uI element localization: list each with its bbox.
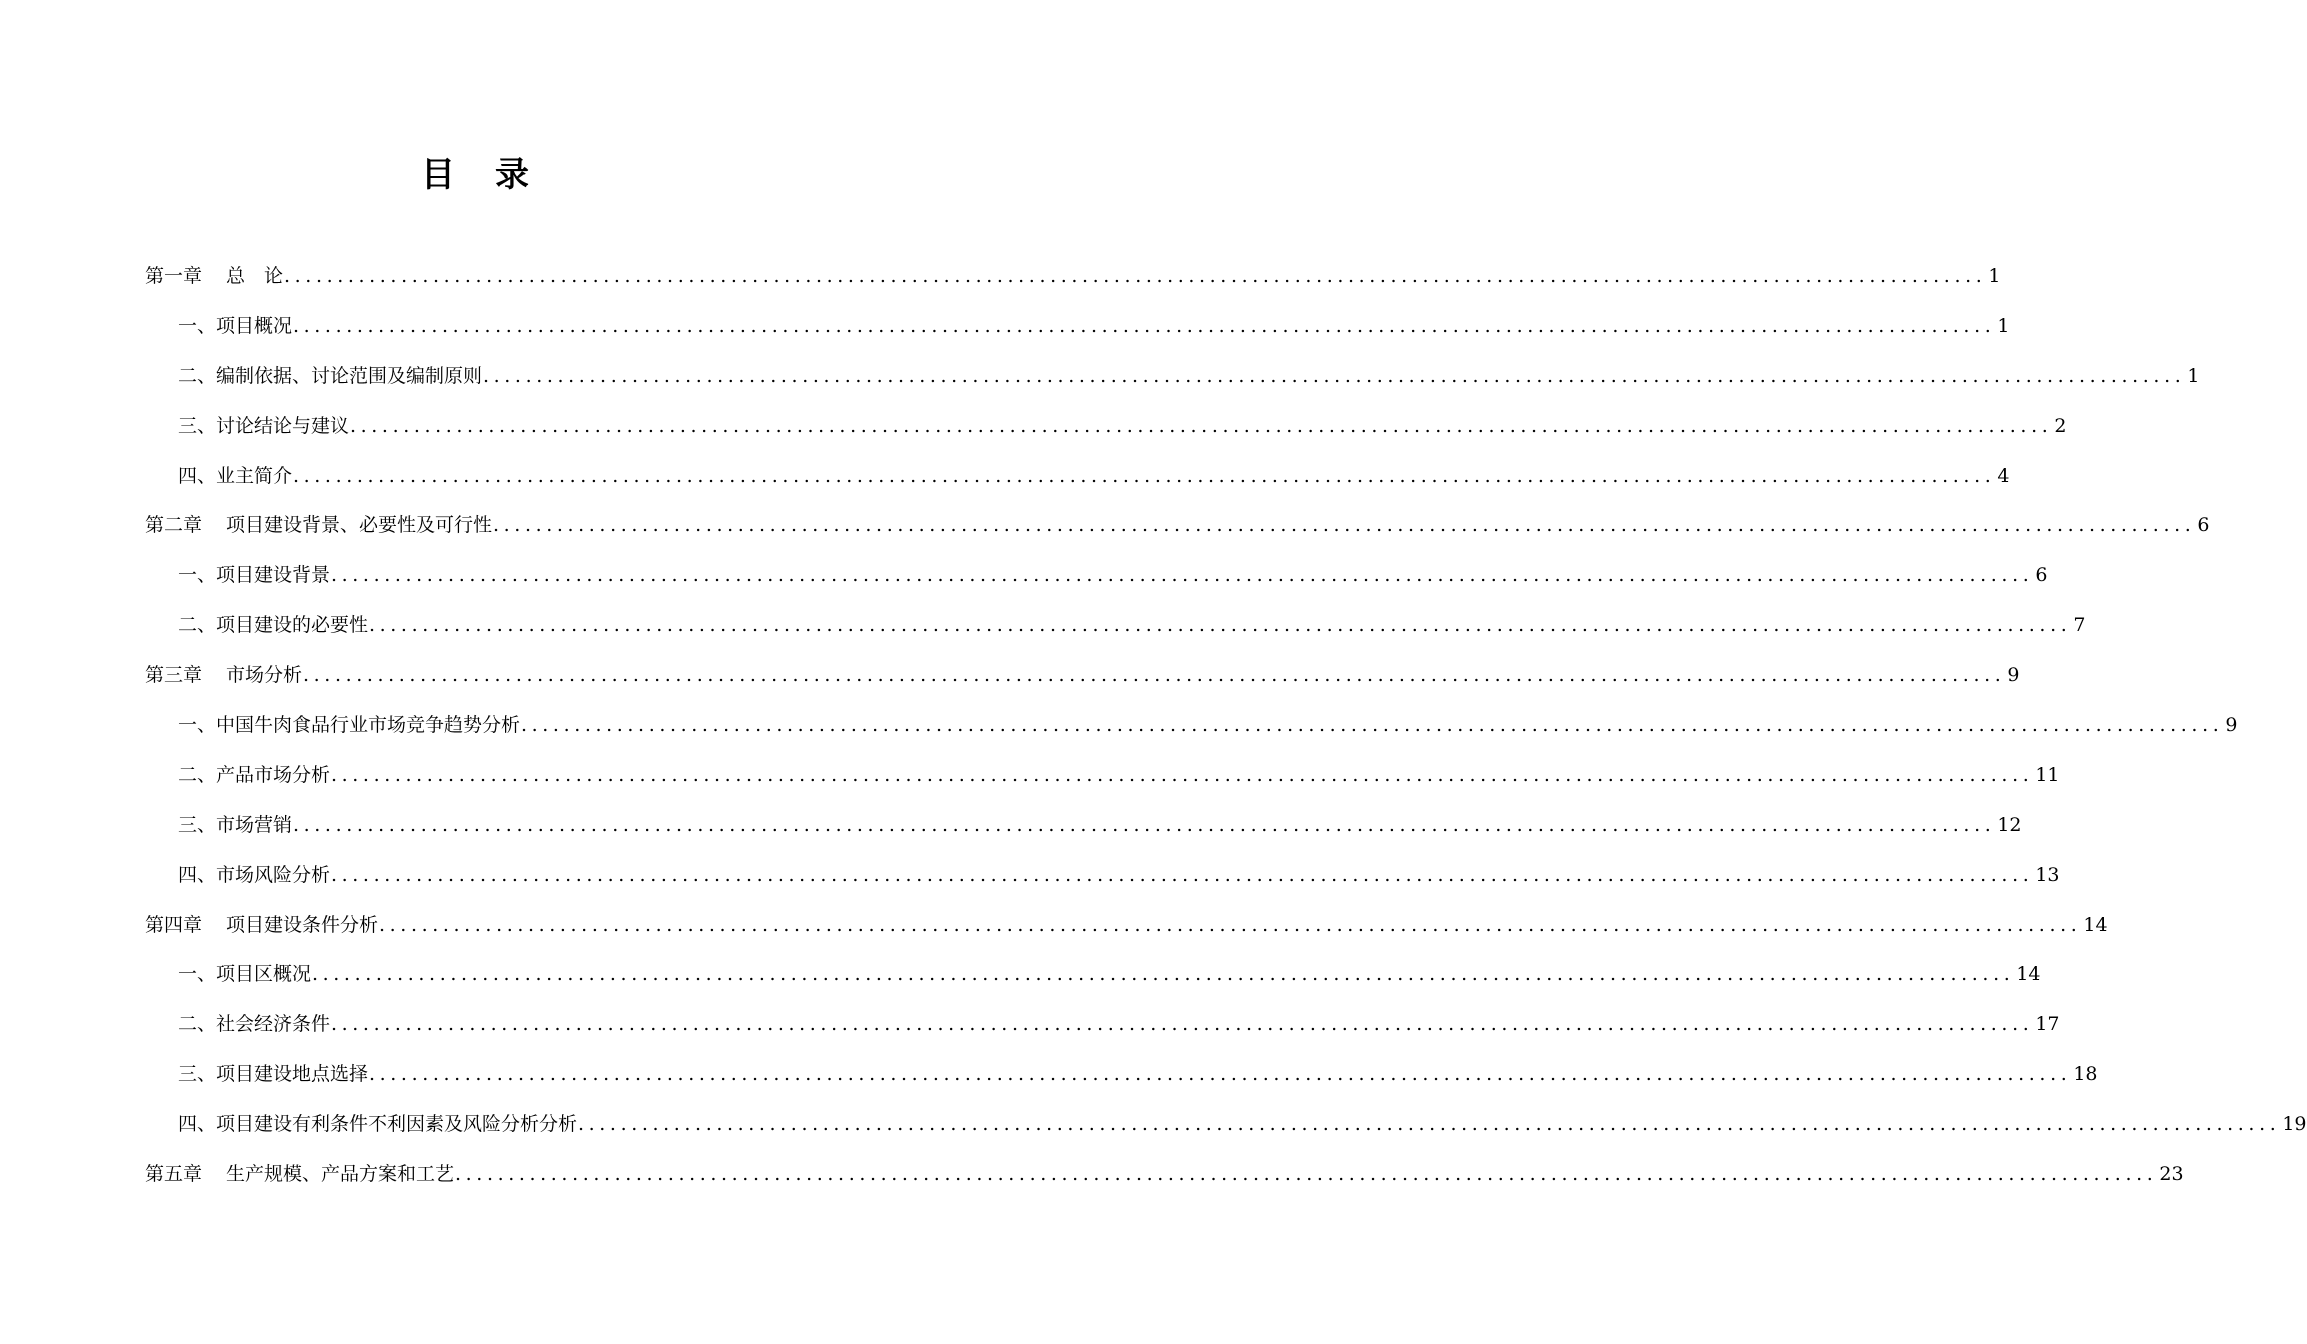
page-number: 14 <box>2016 963 2041 986</box>
dot-leader: ................................................................................................................................................................ <box>350 414 2053 437</box>
dot-leader: ................................................................................................................................................................ <box>331 763 2034 786</box>
toc-section-entry[interactable] <box>145 302 2010 352</box>
toc-entry-text: 四、业主简介 <box>178 464 293 487</box>
chapter-number: 第四章 <box>145 913 203 936</box>
toc-section-entry[interactable] <box>145 1000 2060 1050</box>
toc-section-entry[interactable] <box>145 352 2200 402</box>
page-number: 4 <box>1997 464 2010 487</box>
page-number: 14 <box>2083 913 2108 936</box>
toc-section-entry[interactable] <box>145 402 2067 452</box>
toc-entry-text: 二、产品市场分析 <box>178 763 331 786</box>
toc-entry-text: 四、市场风险分析 <box>178 863 331 886</box>
toc-entry-text: 三、项目建设地点选择 <box>178 1063 369 1086</box>
chapter-title: 项目建设背景、必要性及可行性 <box>226 514 493 537</box>
toc-entry-text: 四、项目建设有利条件不利因素及风险分析分析 <box>178 1113 578 1136</box>
toc-section-entry[interactable] <box>145 1050 2098 1100</box>
page-number: 6 <box>2035 564 2048 587</box>
page-number: 23 <box>2159 1163 2184 1186</box>
toc-section-entry[interactable] <box>145 452 2010 502</box>
dot-leader: ................................................................................................................................................................ <box>578 1113 2281 1136</box>
toc-entry-text: 一、项目建设背景 <box>178 564 331 587</box>
page-number: 7 <box>2073 614 2086 637</box>
toc-entry-text <box>145 901 378 951</box>
page-number: 9 <box>2007 664 2020 687</box>
page-number: 11 <box>2035 763 2060 786</box>
page-number: 17 <box>2035 1013 2060 1036</box>
dot-leader: ................................................................................................................................................................ <box>369 614 2072 637</box>
toc-entry-text <box>145 1150 454 1200</box>
chapter-title: 市场分析 <box>226 664 303 687</box>
toc-section-entry[interactable] <box>145 601 2086 651</box>
toc-entry-text: 二、编制依据、讨论范围及编制原则 <box>178 364 483 387</box>
page-number: 1 <box>1988 265 2001 287</box>
toc-section-entry[interactable] <box>145 551 2048 601</box>
chapter-title: 项目建设条件分析 <box>226 913 379 936</box>
page-number: 1 <box>2187 364 2200 387</box>
toc-section-entry[interactable] <box>145 801 2022 851</box>
toc-section-entry[interactable] <box>145 1100 2307 1150</box>
dot-leader: ................................................................................................................................................................ <box>521 714 2224 737</box>
table-of-contents <box>145 252 2307 1200</box>
toc-entry-text <box>145 501 492 551</box>
toc-chapter-entry[interactable] <box>145 901 2108 951</box>
page-number: 6 <box>2197 514 2210 537</box>
dot-leader: ................................................................................................................................................................ <box>284 265 1987 287</box>
toc-section-entry[interactable] <box>145 751 2060 801</box>
page-number: 1 <box>1997 314 2010 337</box>
page-number: 12 <box>1997 813 2022 836</box>
toc-entry-text <box>145 252 283 302</box>
toc-chapter-entry[interactable] <box>145 1150 2184 1200</box>
dot-leader: ................................................................................................................................................................ <box>303 664 2006 687</box>
toc-entry-text <box>145 651 302 701</box>
toc-entry-text: 一、项目概况 <box>178 314 293 337</box>
dot-leader: ................................................................................................................................................................ <box>483 364 2186 387</box>
page-number: 18 <box>2073 1063 2098 1086</box>
dot-leader: ................................................................................................................................................................ <box>293 464 1996 487</box>
toc-title: 目录 <box>421 155 569 195</box>
toc-entry-text: 三、市场营销 <box>178 813 293 836</box>
chapter-number: 第三章 <box>145 664 203 687</box>
toc-section-entry[interactable] <box>145 701 2238 751</box>
chapter-title: 生产规模、产品方案和工艺 <box>226 1163 455 1186</box>
page-number: 19 <box>2282 1113 2307 1136</box>
page-number: 2 <box>2054 414 2067 437</box>
toc-section-entry[interactable] <box>145 950 2041 1000</box>
dot-leader: ................................................................................................................................................................ <box>331 863 2034 886</box>
dot-leader: ................................................................................................................................................................ <box>493 514 2196 537</box>
dot-leader: ................................................................................................................................................................ <box>293 314 1996 337</box>
toc-entry-text: 一、中国牛肉食品行业市场竞争趋势分析 <box>178 714 521 737</box>
dot-leader: ................................................................................................................................................................ <box>312 963 2015 986</box>
page-number: 9 <box>2225 714 2238 737</box>
chapter-number: 第五章 <box>145 1163 203 1186</box>
chapter-number: 第二章 <box>145 514 203 537</box>
dot-leader: ................................................................................................................................................................ <box>331 564 2034 587</box>
toc-entry-text: 三、讨论结论与建议 <box>178 414 350 437</box>
toc-chapter-entry[interactable] <box>145 501 2210 551</box>
chapter-number: 第一章 <box>145 265 203 287</box>
toc-chapter-entry[interactable] <box>145 252 2001 302</box>
dot-leader: ................................................................................................................................................................ <box>369 1063 2072 1086</box>
toc-entry-text: 一、项目区概况 <box>178 963 312 986</box>
chapter-title: 总 论 <box>226 265 284 287</box>
toc-entry-text: 二、项目建设的必要性 <box>178 614 369 637</box>
dot-leader: ................................................................................................................................................................ <box>331 1013 2034 1036</box>
toc-entry-text: 二、社会经济条件 <box>178 1013 331 1036</box>
toc-section-entry[interactable] <box>145 851 2060 901</box>
dot-leader: ................................................................................................................................................................ <box>293 813 1996 836</box>
dot-leader: ................................................................................................................................................................ <box>379 913 2082 936</box>
dot-leader: ................................................................................................................................................................ <box>455 1163 2158 1186</box>
page-number: 13 <box>2035 863 2060 886</box>
toc-chapter-entry[interactable] <box>145 651 2020 701</box>
